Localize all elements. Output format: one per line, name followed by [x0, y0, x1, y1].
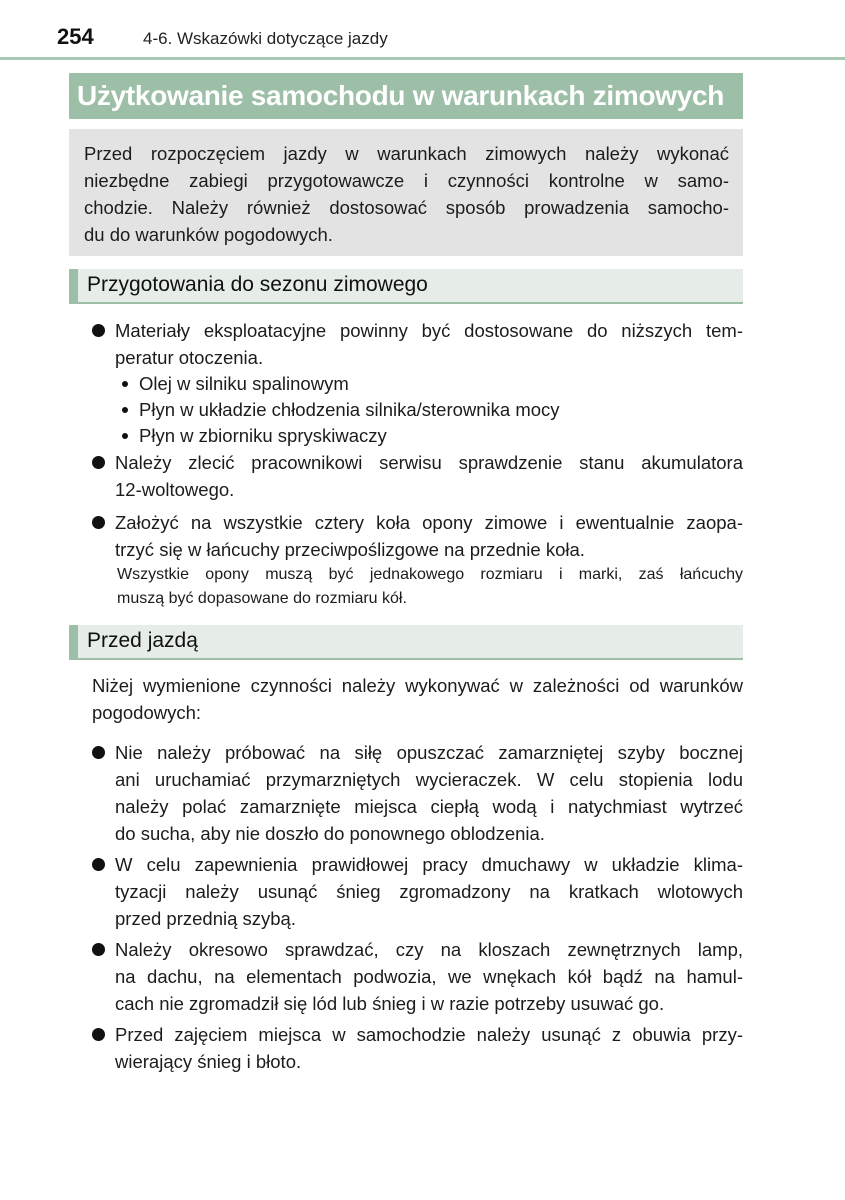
list-item: Należy okresowo sprawdzać, czy na kloszach zewnętrznych lamp, — [92, 936, 743, 963]
list-item-continuation: na dachu, na elementach podwozia, we wnękach kół bądź na hamul- — [115, 966, 743, 987]
list-item-continuation: peratur otoczenia. — [115, 347, 264, 368]
bullet-icon — [92, 858, 105, 871]
intro-line: niezbędne zabiegi przygotowawcze i czynności kontrolne w samo- — [84, 170, 729, 191]
section-before-driving-content — [92, 672, 743, 1075]
list-item-continuation: cach nie zgromadził się lód lub śnieg i w razie potrzeby usuwać go. — [115, 993, 665, 1014]
bullet-icon — [92, 516, 105, 529]
chapter-title: 4-6. Wskazówki dotyczące jazdy — [143, 29, 388, 48]
list-item-continuation: 12-woltowego. — [115, 479, 235, 500]
list-item-continuation: tyzacji należy usunąć śnieg zgromadzony na kratkach wlotowych — [115, 881, 743, 902]
list-item: Nie należy próbować na siłę opuszczać zamarzniętej szyby bocznej — [92, 739, 743, 766]
intro-box — [69, 129, 743, 256]
list-item-continuation: przed przednią szybą. — [115, 908, 296, 929]
list-item: Założyć na wszystkie cztery koła opony zimowe i ewentualnie zaopa- — [92, 509, 743, 536]
bullet-icon — [92, 324, 105, 337]
section-heading-winter-prep — [69, 269, 743, 304]
page-number: 254 — [57, 24, 94, 49]
header-divider — [0, 57, 845, 60]
sub-bullet-icon — [122, 407, 128, 413]
sub-list-item: Płyn w układzie chłodzenia silnika/sterownika mocy — [92, 397, 743, 423]
intro-line: Przed rozpoczęciem jazdy w warunkach zimowych należy wykonać — [84, 143, 729, 164]
note-line: Wszystkie opony muszą być jednakowego rozmiaru i marki, zaś łańcuchy — [117, 566, 743, 583]
sub-bullet-icon — [122, 433, 128, 439]
section-heading-before-driving — [69, 625, 743, 660]
sub-list-item: Płyn w zbiorniku spryskiwaczy — [92, 423, 743, 449]
intro-line: chodzie. Należy również dostosować sposób prowadzenia samocho- — [84, 197, 729, 218]
bullet-icon — [92, 943, 105, 956]
paragraph-line: Niżej wymienione czynności należy wykonywać w zależności od warunków — [92, 675, 743, 696]
sub-bullet-icon — [122, 381, 128, 387]
bullet-icon — [92, 746, 105, 759]
list-item-continuation: wierający śnieg i błoto. — [115, 1051, 302, 1072]
list-item: Przed zajęciem miejsca w samochodzie należy usunąć z obuwia przy- — [92, 1021, 743, 1048]
page-title-bar — [69, 73, 743, 119]
sub-list-item: Olej w silniku spalinowym — [92, 371, 743, 397]
section-winter-prep-content — [92, 317, 743, 611]
bullet-icon — [92, 1028, 105, 1041]
bullet-icon — [92, 456, 105, 469]
intro-line: du do warunków pogodowych. — [84, 224, 333, 245]
page-title: Użytkowanie samochodu w warunkach zimowych — [77, 80, 725, 111]
note-line: muszą być dopasowane do rozmiaru kół. — [117, 590, 407, 607]
list-item-continuation: należy polać zamarznięte miejsca ciepłą wodą i natychmiast wytrzeć — [115, 796, 743, 817]
list-item: Należy zlecić pracownikowi serwisu sprawdzenie stanu akumulatora — [92, 449, 743, 476]
section-heading-text: Przygotowania do sezonu zimowego — [87, 273, 428, 296]
list-item: W celu zapewnienia prawidłowej pracy dmuchawy w układzie klima- — [92, 851, 743, 878]
page-header — [0, 0, 845, 60]
list-item-continuation: trzyć się w łańcuchy przeciwpoślizgowe na przednie koła. — [115, 539, 585, 560]
section-heading-text: Przed jazdą — [87, 629, 198, 652]
list-item: Materiały eksploatacyjne powinny być dostosowane do niższych tem- — [92, 317, 743, 344]
list-item-continuation: ani uruchamiać przymarzniętych wycieraczek. W celu stopienia lodu — [115, 769, 743, 790]
list-item-continuation: do sucha, aby nie doszło do ponownego oblodzenia. — [115, 823, 545, 844]
paragraph-line: pogodowych: — [92, 702, 202, 723]
